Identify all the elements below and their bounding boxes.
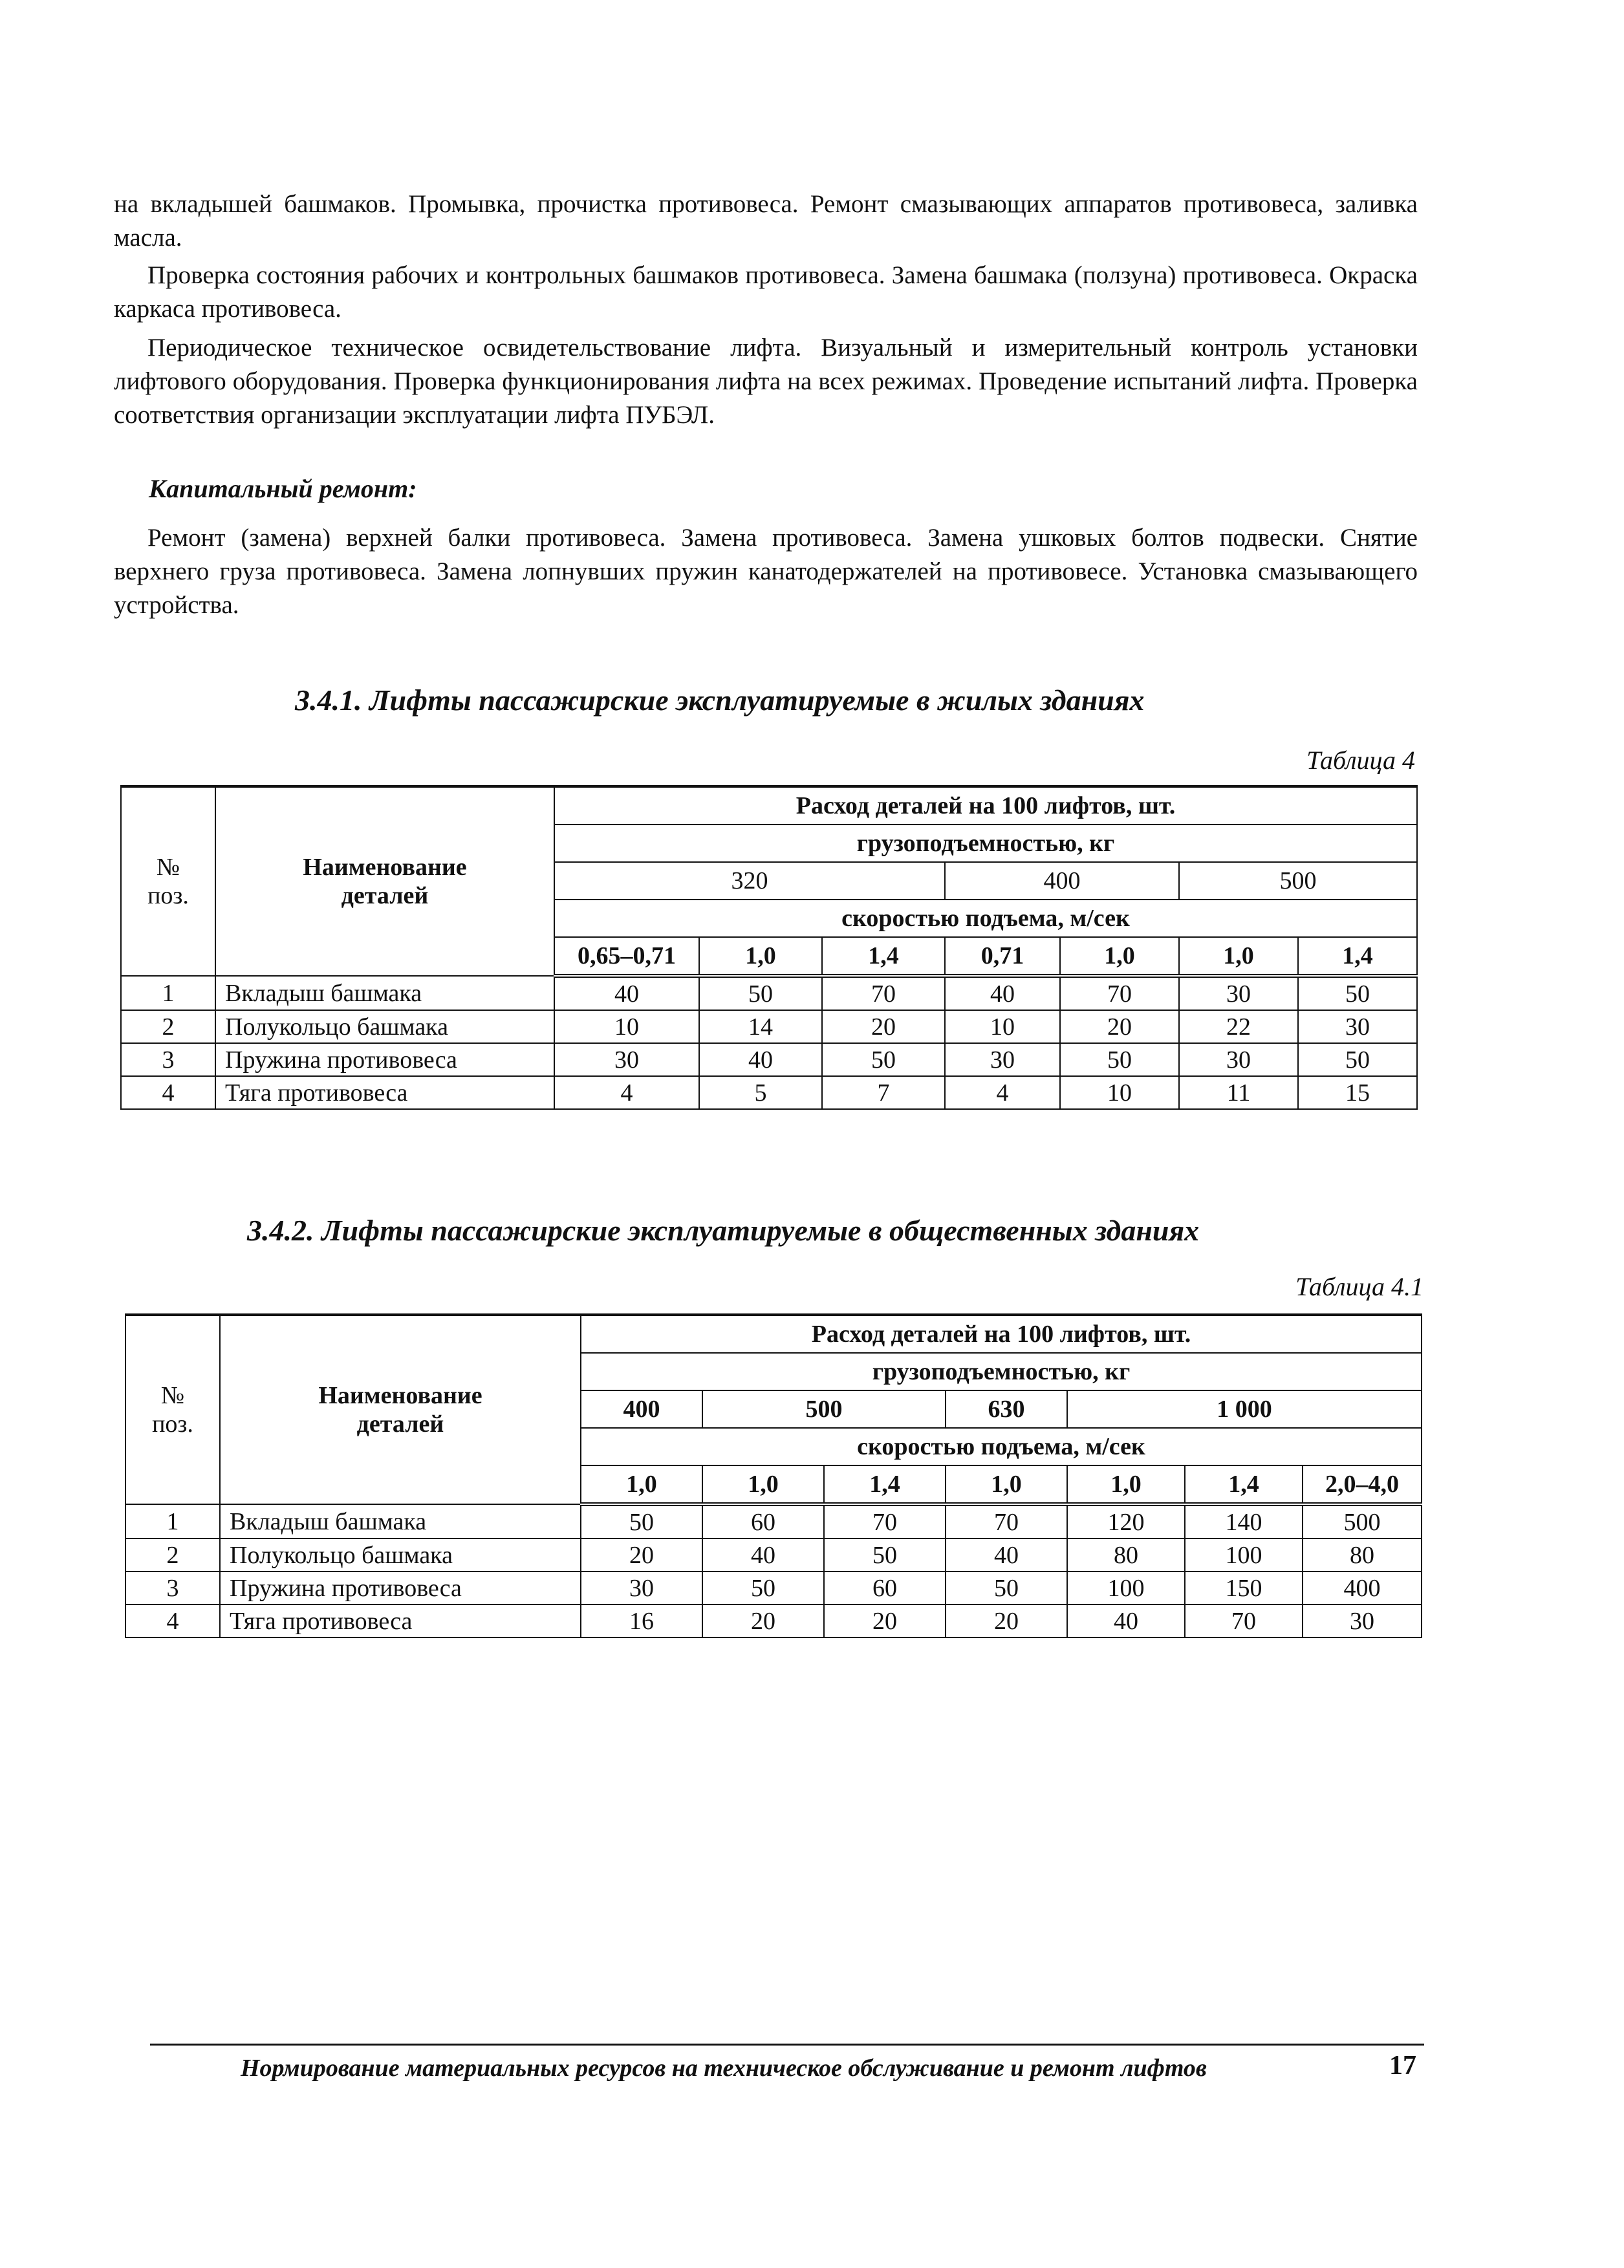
column-header-name: Наименование деталей (220, 1315, 581, 1504)
cell-value: 20 (581, 1539, 702, 1571)
cell-value: 30 (1179, 976, 1298, 1010)
body-paragraph: Проверка состояния рабочих и контрольных башмаков противовеса. Замена башмака (ползуна) противовеса. Окраска каркаса противовеса. (114, 261, 1418, 323)
cell-value: 120 (1067, 1504, 1185, 1539)
speed-value: 1,4 (824, 1465, 946, 1504)
page-number: 17 (1389, 2051, 1416, 2080)
cell-value: 140 (1185, 1504, 1303, 1539)
cell-value: 70 (1185, 1604, 1303, 1637)
column-header-number: № поз. (125, 1315, 220, 1504)
row-number: 2 (125, 1539, 220, 1571)
part-name: Пружина противовеса (215, 1043, 554, 1076)
part-name: Вкладыш башмака (215, 976, 554, 1010)
speed-value: 0,65–0,71 (554, 937, 699, 976)
cell-value: 20 (1060, 1010, 1179, 1043)
table-row (125, 1571, 1422, 1604)
cell-value: 60 (702, 1504, 824, 1539)
cell-value: 40 (699, 1043, 822, 1076)
table-row (121, 1043, 1417, 1076)
header-capacity: грузоподъемностью, кг (581, 1353, 1422, 1390)
cell-value: 30 (554, 1043, 699, 1076)
parts-table-residential (120, 785, 1418, 1110)
cell-value: 4 (554, 1076, 699, 1109)
table-label: Таблица 4 (1306, 746, 1415, 775)
cell-value: 10 (1060, 1076, 1179, 1109)
part-name: Тяга противовеса (220, 1604, 581, 1637)
cell-value: 50 (824, 1539, 946, 1571)
speed-value: 1,0 (581, 1465, 702, 1504)
cell-value: 30 (1303, 1604, 1422, 1637)
speed-value: 1,4 (822, 937, 945, 976)
header-consumption: Расход деталей на 100 лифтов, шт. (554, 786, 1417, 825)
cell-value: 70 (824, 1504, 946, 1539)
cell-value: 20 (824, 1604, 946, 1637)
table-row (125, 1604, 1422, 1637)
body-paragraph: Периодическое техническое освидетельствование лифта. Визуальный и измерительный контроль установки лифтового оборудования. Проверка функционирования лифта на всех режимах. Проведение испытаний лифта. Проверка соответствия организации эксплуатации лифта ПУБЭЛ. (114, 334, 1418, 429)
header-speed: скоростью подъема, м/сек (554, 900, 1417, 937)
cell-value: 20 (702, 1604, 824, 1637)
cell-value: 50 (702, 1571, 824, 1604)
cell-value: 40 (554, 976, 699, 1010)
cell-value: 50 (1298, 976, 1417, 1010)
section-title: 3.4.2. Лифты пассажирские эксплуатируемые в общественных зданиях (247, 1214, 1200, 1247)
cell-value: 70 (822, 976, 945, 1010)
speed-value: 1,0 (699, 937, 822, 976)
header-consumption: Расход деталей на 100 лифтов, шт. (581, 1315, 1422, 1353)
column-header-name: Наименование деталей (215, 786, 554, 976)
cell-value: 500 (1303, 1504, 1422, 1539)
header-speed: скоростью подъема, м/сек (581, 1428, 1422, 1465)
part-name: Вкладыш башмака (220, 1504, 581, 1539)
body-paragraph: Ремонт (замена) верхней балки противовеса. Замена противовеса. Замена ушковых болтов подвески. Снятие верхнего груза противовеса. Замена лопнувших пружин канатодержателей на противовесе. Установка смазывающего устройства. (114, 524, 1418, 619)
cell-value: 400 (1303, 1571, 1422, 1604)
capital-repair-heading: Капитальный ремонт: (149, 474, 417, 503)
capacity-value: 630 (946, 1390, 1067, 1428)
speed-value: 1,0 (1179, 937, 1298, 976)
capacity-value: 320 (554, 862, 945, 900)
speed-value: 1,4 (1298, 937, 1417, 976)
cell-value: 14 (699, 1010, 822, 1043)
cell-value: 50 (1060, 1043, 1179, 1076)
footer-text: Нормирование материальных ресурсов на техническое обслуживание и ремонт лифтов (241, 2055, 1207, 2082)
cell-value: 10 (554, 1010, 699, 1043)
cell-value: 50 (1298, 1043, 1417, 1076)
table-row (121, 976, 1417, 1010)
part-name: Тяга противовеса (215, 1076, 554, 1109)
cell-value: 70 (946, 1504, 1067, 1539)
cell-value: 30 (945, 1043, 1060, 1076)
table-label: Таблица 4.1 (1295, 1272, 1424, 1301)
cell-value: 5 (699, 1076, 822, 1109)
cell-value: 20 (822, 1010, 945, 1043)
row-number: 2 (121, 1010, 215, 1043)
cell-value: 4 (945, 1076, 1060, 1109)
cell-value: 16 (581, 1604, 702, 1637)
cell-value: 50 (699, 976, 822, 1010)
cell-value: 100 (1067, 1571, 1185, 1604)
parts-table-public (125, 1313, 1422, 1638)
cell-value: 100 (1185, 1539, 1303, 1571)
table-row (125, 1504, 1422, 1539)
part-name: Полукольцо башмака (220, 1539, 581, 1571)
speed-value: 1,0 (1067, 1465, 1185, 1504)
cell-value: 30 (1179, 1043, 1298, 1076)
cell-value: 7 (822, 1076, 945, 1109)
capacity-value: 1 000 (1067, 1390, 1422, 1428)
table-row (121, 1076, 1417, 1109)
cell-value: 30 (1298, 1010, 1417, 1043)
part-name: Пружина противовеса (220, 1571, 581, 1604)
footer-divider (150, 2044, 1424, 2046)
section-title: 3.4.1. Лифты пассажирские эксплуатируемые в жилых зданиях (295, 684, 1145, 717)
row-number: 3 (125, 1571, 220, 1604)
cell-value: 40 (1067, 1604, 1185, 1637)
cell-value: 50 (822, 1043, 945, 1076)
row-number: 4 (125, 1604, 220, 1637)
row-number: 3 (121, 1043, 215, 1076)
column-header-number: № поз. (121, 786, 215, 976)
cell-value: 50 (946, 1571, 1067, 1604)
cell-value: 40 (946, 1539, 1067, 1571)
row-number: 1 (121, 976, 215, 1010)
cell-value: 80 (1067, 1539, 1185, 1571)
cell-value: 22 (1179, 1010, 1298, 1043)
capacity-value: 500 (1179, 862, 1417, 900)
header-capacity: грузоподъемностью, кг (554, 825, 1417, 862)
cell-value: 70 (1060, 976, 1179, 1010)
capacity-value: 400 (945, 862, 1179, 900)
speed-value: 1,0 (702, 1465, 824, 1504)
cell-value: 20 (946, 1604, 1067, 1637)
cell-value: 150 (1185, 1571, 1303, 1604)
cell-value: 30 (581, 1571, 702, 1604)
part-name: Полукольцо башмака (215, 1010, 554, 1043)
body-paragraph: на вкладышей башмаков. Промывка, прочистка противовеса. Ремонт смазывающих аппаратов противовеса, заливка масла. (114, 190, 1418, 252)
cell-value: 11 (1179, 1076, 1298, 1109)
cell-value: 15 (1298, 1076, 1417, 1109)
cell-value: 10 (945, 1010, 1060, 1043)
speed-value: 2,0–4,0 (1303, 1465, 1422, 1504)
speed-value: 1,0 (946, 1465, 1067, 1504)
speed-value: 1,4 (1185, 1465, 1303, 1504)
table-row (125, 1539, 1422, 1571)
capacity-value: 400 (581, 1390, 702, 1428)
row-number: 1 (125, 1504, 220, 1539)
cell-value: 50 (581, 1504, 702, 1539)
speed-value: 0,71 (945, 937, 1060, 976)
table-row (121, 1010, 1417, 1043)
capacity-value: 500 (702, 1390, 946, 1428)
cell-value: 40 (945, 976, 1060, 1010)
cell-value: 40 (702, 1539, 824, 1571)
speed-value: 1,0 (1060, 937, 1179, 976)
cell-value: 80 (1303, 1539, 1422, 1571)
cell-value: 60 (824, 1571, 946, 1604)
row-number: 4 (121, 1076, 215, 1109)
